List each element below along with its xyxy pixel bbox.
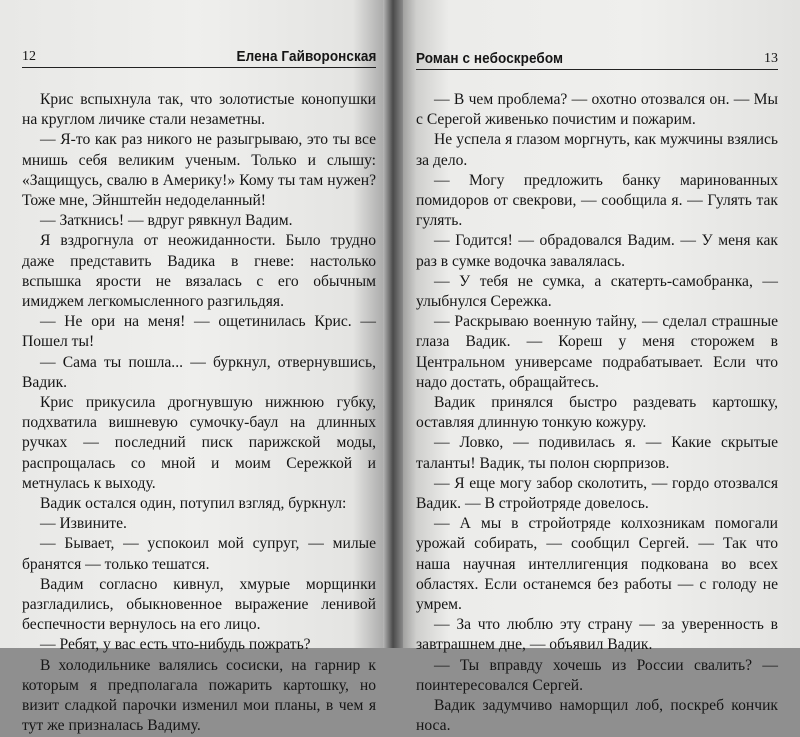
left-page (0, 0, 392, 735)
paragraph: — Ловко, — подивилась я. — Какие скрытые таланты! Вадик, ты полон сюрпризов. (416, 434, 778, 472)
paragraph: — Извините. (40, 515, 127, 533)
paragraph: — В чем проблема? — охотно отозвался он. — Мы с Серегой живенько почистим и пожарим. (416, 91, 778, 129)
paragraph: — Могу предложить банку маринованных помидоров от свекрови, — сообщила я. — Гулять так гулять. (416, 171, 778, 230)
paragraph: Вадим согласно кивнул, хмурые морщинки разгладились, обыкновенное выражение ленивой беспечности вернулось на его лицо. (22, 575, 376, 634)
paragraph: — А мы в стройотряде колхозникам помогали урожай собирать, — сообщил Сергей. — Так что наша научная интеллигенция подкована во всех областях. Если останемся без работы — с голоду не умрем. (416, 515, 778, 614)
paragraph: Я вздрогнула от неожиданности. Было трудно даже представить Вадика в гневе: настолько вспышка ярости не вязалась с его обычным имиджем легкомысленного разгильдяя. (22, 232, 376, 311)
right-page-number: 13 (764, 51, 778, 66)
paragraph: — Я еще могу забор сколотить, — гордо отозвался Вадик. — В стройотряде довелось. (416, 474, 778, 513)
paragraph: Вадик остался один, потупил взгляд, буркнул: (40, 495, 347, 513)
paragraph: — Бывает, — успокоил мой супруг, — милые бранятся — только тешатся. (22, 535, 376, 573)
paragraph: — Сама ты пошла... — буркнул, отвернувшись, Вадик. (22, 353, 376, 391)
paragraph: — За что люблю эту страну — за уверенность в завтрашнем дне, — объявил Вадик. (416, 616, 778, 654)
paragraph: Вадик задумчиво наморщил лоб, поскреб кончик носа. (416, 697, 778, 735)
paragraph: Крис вспыхнула так, что золотистые конопушки на круглом личике стали незаметны. (22, 91, 376, 129)
paragraph: — Годится! — обрадовался Вадим. — У меня как раз в сумке водочка завалялась. (416, 232, 778, 270)
paragraph: — Заткнись! — вдруг рявкнул Вадим. (40, 212, 293, 230)
left-page-number: 12 (22, 49, 36, 64)
right-page-body (416, 90, 778, 737)
right-running-head: Роман с небоскребом (416, 50, 564, 67)
paragraph: В холодильнике валялись сосиски, на гарнир к которым я предполагала пожарить картошку, но визит сладкой парочки изменил мои планы, в чем я тут же призналась Вадиму. (22, 656, 376, 735)
left-page-header (22, 48, 376, 68)
left-running-head: Елена Гайворонская (236, 48, 376, 65)
paragraph: Вадик принялся быстро раздевать картошку, оставляя длинную тонкую кожуру. (416, 394, 778, 432)
left-page-body (22, 90, 376, 737)
paragraph: — Ребят, у вас есть что-нибудь пожрать? (40, 636, 311, 654)
paragraph: — Ты вправду хочешь из России свалить? — поинтересовался Сергей. (416, 656, 778, 694)
paragraph: — Я-то как раз никого не разыгрываю, это ты все мнишь себя великим ученым. Только и слышу: «Защищусь, свалю в Америку!» Кому ты там нужен? Тоже мне, Эйнштейн недоделанный! (22, 131, 376, 210)
paragraph: — У тебя не сумка, а скатерть-самобранка, — улыбнулся Сережка. (416, 272, 778, 311)
paragraph: Крис прикусила дрогнувшую нижнюю губку, подхватила вишневую сумочку-баул на длинных ручках — последний писк парижской моды, распрощалась со мной и моим Сережкой и метнулась к выходу. (22, 394, 376, 492)
right-page-header (416, 50, 778, 70)
right-page (392, 0, 800, 735)
book-gutter (383, 0, 403, 648)
paragraph: — Раскрываю военную тайну, — сделал страшные глаза Вадик. — Кореш у меня сторожем в Центральном универсаме подрабатывает. Если что надо достать, обращайтесь. (416, 313, 778, 391)
paragraph: Не успела я глазом моргнуть, как мужчины взялись за дело. (416, 131, 778, 169)
paragraph: — Не ори на меня! — ощетинилась Крис. — Пошел ты! (22, 313, 376, 351)
